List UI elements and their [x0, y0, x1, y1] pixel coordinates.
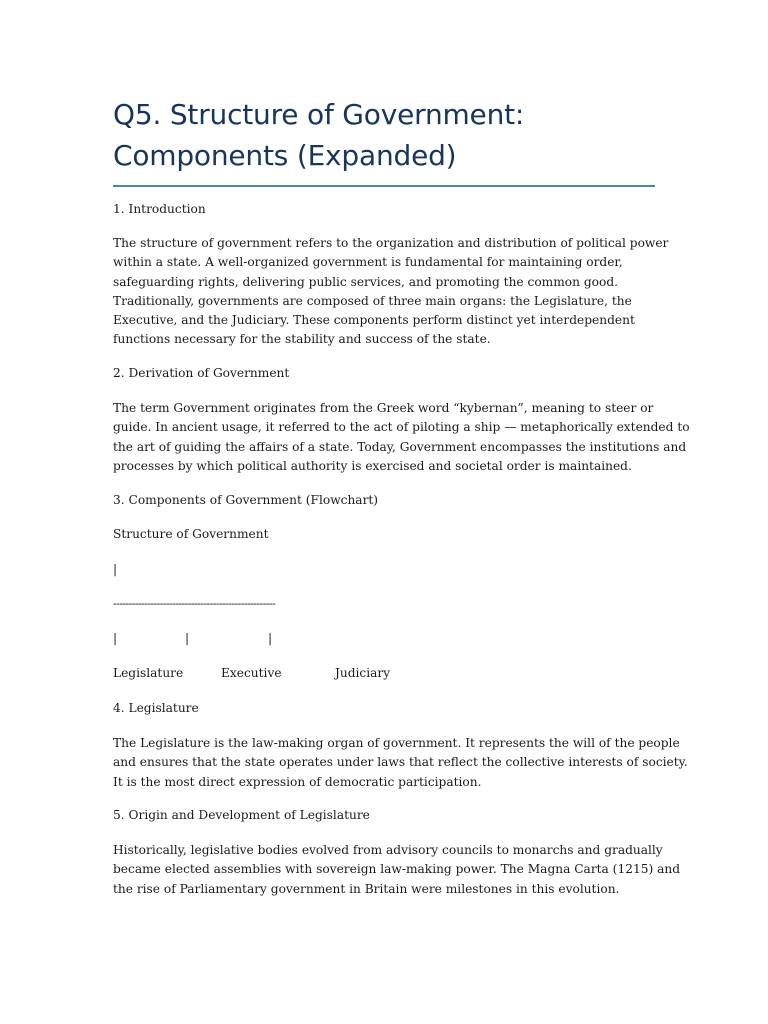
text-line: The structure of government refers to the organization and distribution of political power	[113, 236, 669, 250]
flowchart-branch-legislature: Legislature	[113, 666, 184, 680]
flowchart-branch-judiciary: Judiciary	[335, 666, 391, 680]
flowchart-root: Structure of Government	[113, 527, 269, 541]
text-line: the rise of Parliamentary government in Britain were milestones in this evolution.	[113, 881, 620, 896]
paragraph-origin	[113, 841, 680, 899]
section-heading-legislature: 4. Legislature	[113, 701, 199, 715]
text-line: and ensures that the state operates under laws that reflect the collective interests of society.	[113, 755, 688, 770]
text-line: safeguarding rights, delivering public services, and promoting the common good.	[113, 274, 619, 289]
document-title	[113, 0, 656, 176]
text-line: within a state. A well-organized government is fundamental for maintaining order,	[113, 255, 623, 270]
section-heading-components: 3. Components of Government (Flowchart)	[113, 493, 379, 507]
text-line: guide. In ancient usage, it referred to the act of piloting a ship — metaphorically extended to	[113, 420, 690, 435]
section-heading-introduction: 1. Introduction	[113, 202, 206, 216]
flowchart-connector: |	[268, 631, 273, 645]
title-line-1: Q5. Structure of Government:	[113, 98, 525, 131]
text-line: the art of guiding the affairs of a state. Today, Government encompasses the institutions and	[113, 439, 687, 454]
section-heading-origin: 5. Origin and Development of Legislature	[113, 808, 370, 822]
flowchart-connector: |	[113, 631, 118, 645]
text-line: Traditionally, governments are composed of three main organs: the Legislature, the	[113, 293, 632, 308]
paragraph-introduction	[113, 234, 668, 350]
flowchart-branch-line: ----------------------------------------------------	[113, 597, 276, 610]
section-heading-derivation: 2. Derivation of Government	[113, 366, 290, 380]
text-line: The Legislature is the law-making organ of government. It represents the will of the people	[113, 736, 680, 750]
title-line-2: Components (Expanded)	[113, 139, 457, 172]
paragraph-legislature	[113, 734, 688, 792]
title-underline	[113, 185, 655, 187]
paragraph-derivation	[113, 399, 690, 476]
flowchart-stem: |	[113, 562, 118, 576]
flowchart-branch-executive: Executive	[221, 666, 282, 680]
text-line: The term Government originates from the Greek word “kybernan”, meaning to steer or	[113, 401, 654, 415]
document-page	[113, 0, 690, 896]
text-line: Executive, and the Judiciary. These components perform distinct yet interdependent	[113, 313, 635, 328]
text-line: Historically, legislative bodies evolved from advisory councils to monarchs and gradually	[113, 843, 663, 857]
text-line: processes by which political authority is exercised and societal order is maintained.	[113, 458, 632, 473]
flowchart-connector: |	[185, 631, 190, 645]
text-line: became elected assemblies with sovereign law-making power. The Magna Carta (1215) and	[113, 862, 681, 877]
text-line: functions necessary for the stability and success of the state.	[113, 332, 491, 347]
text-line: It is the most direct expression of democratic participation.	[113, 774, 482, 789]
